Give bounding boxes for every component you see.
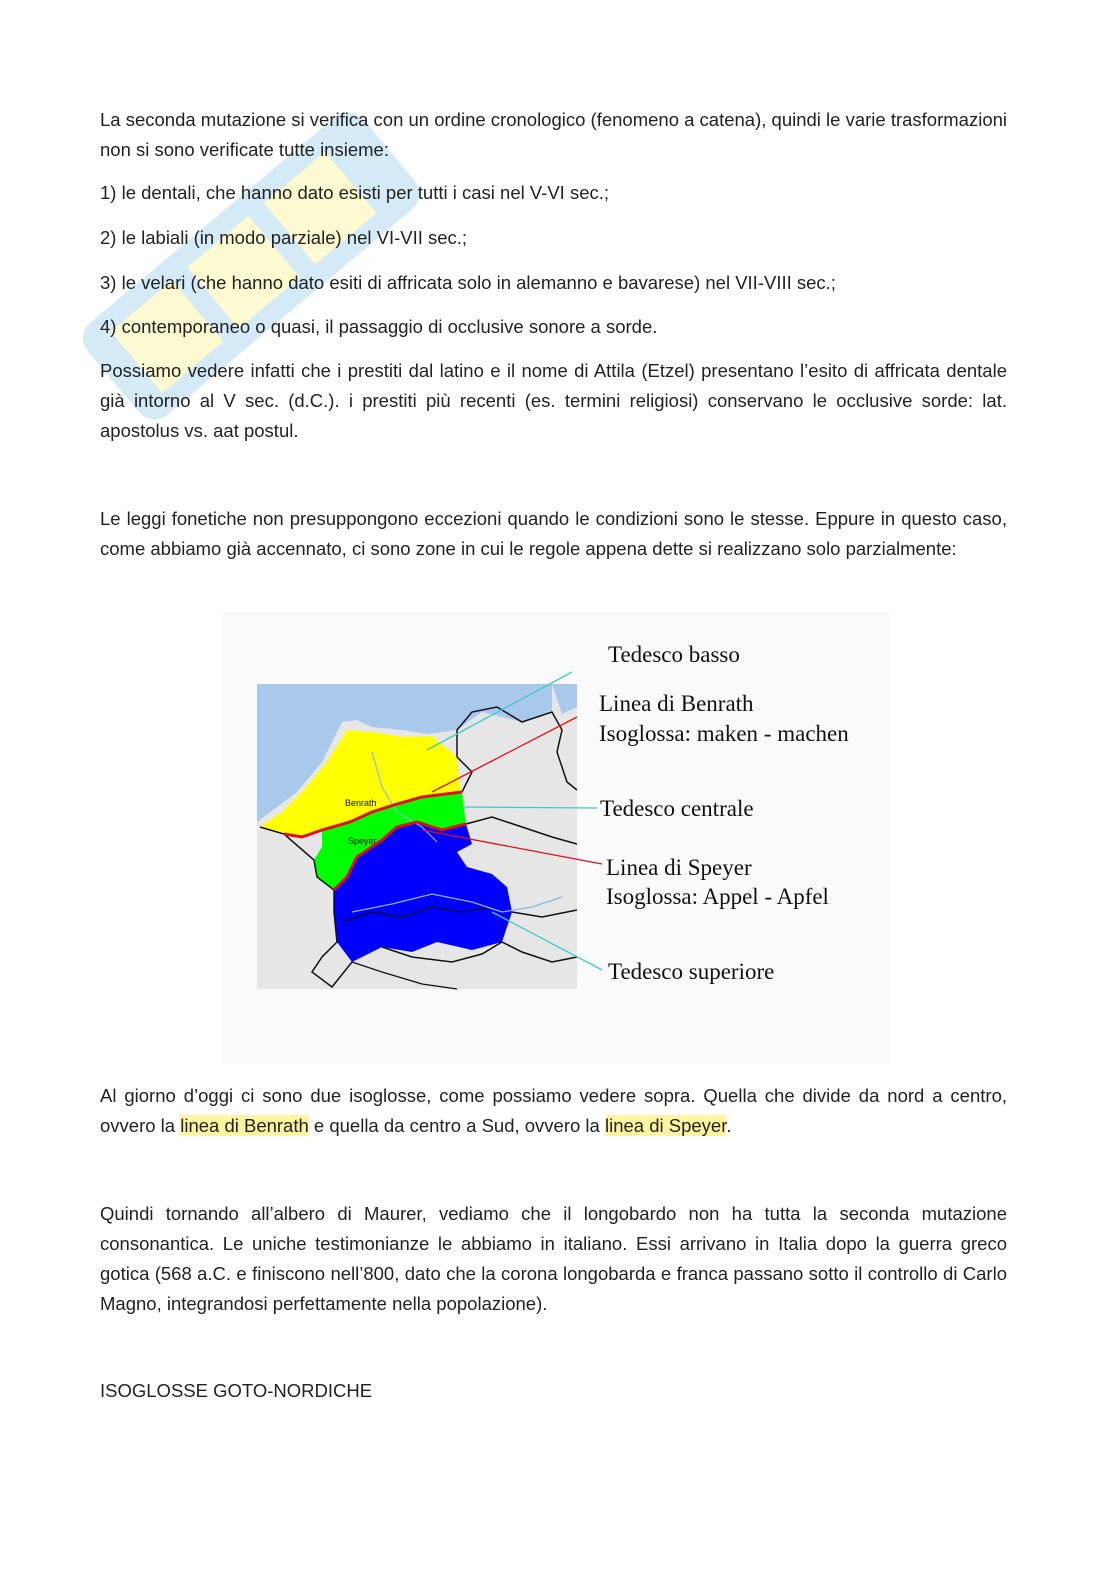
label-tedesco-basso: Tedesco basso <box>608 642 740 667</box>
paragraph-isoglosse <box>100 1081 1007 1141</box>
isogloss-map-figure <box>222 612 890 1064</box>
map-city-benrath: Benrath <box>345 798 377 808</box>
list-item-2: 2) le labiali (in modo parziale) nel VI-VII sec.; <box>100 227 468 248</box>
p4-text-c: e quella da centro a Sud, ovvero la <box>308 1115 605 1136</box>
isogloss-map <box>222 612 890 1064</box>
label-isoglossa-benrath: Isoglossa: maken - machen <box>599 721 849 746</box>
paragraph-maurer: Quindi tornando all’albero di Maurer, vediamo che il longobardo non ha tutta la seconda mutazione consonantica. Le uniche testimonianze le abbiamo in italiano. Essi arrivano in Italia dopo la guerra greco gotica (568 a.C. e finiscono nell’800, dato che la corona longobarda e franca passano sotto il controllo di Carlo Magno, integrandosi perfettamente nella popolazione). <box>100 1203 1007 1314</box>
highlight-speyer: linea di Speyer <box>604 1115 727 1136</box>
p4-text-a: Al giorno d’oggi ci sono due isoglosse, come possiamo vedere sopra. Quella che divide da nord a centro, ovvero la <box>100 1085 1007 1136</box>
label-isoglossa-speyer: Isoglossa: Appel - Apfel <box>606 884 829 909</box>
p4-text-e: . <box>726 1115 732 1136</box>
label-tedesco-centrale: Tedesco centrale <box>600 796 754 821</box>
label-linea-speyer: Linea di Speyer <box>606 855 752 880</box>
paragraph-prestiti: Possiamo vedere infatti che i prestiti dal latino e il nome di Attila (Etzel) presentano l’esito di affricata dentale già intorno al V sec. (d.C.). i prestiti più recenti (es. termini religiosi) conservano le occlusive sorde: lat. apostolus vs. aat postul. <box>100 360 1007 441</box>
highlight-benrath: linea di Benrath <box>180 1115 309 1136</box>
list-item-4: 4) contemporaneo o quasi, il passaggio di occlusive sonore a sorde. <box>100 316 658 337</box>
paragraph-intro: La seconda mutazione si verifica con un ordine cronologico (fenomeno a catena), quindi le varie trasformazioni non si sono verificate tutte insieme: <box>100 109 1008 160</box>
paragraph-leggi-fonetiche: Le leggi fonetiche non presuppongono eccezioni quando le condizioni sono le stesse. Eppure in questo caso, come abbiamo già accennato, ci sono zone in cui le regole appena dette si realizzano solo parzialmente: <box>100 508 1007 559</box>
label-linea-benrath: Linea di Benrath <box>599 691 754 716</box>
section-heading: ISOGLOSSE GOTO-NORDICHE <box>100 1380 373 1401</box>
map-city-speyer: Speyer <box>348 836 377 846</box>
label-tedesco-superiore: Tedesco superiore <box>608 959 775 984</box>
list-item-1: 1) le dentali, che hanno dato esisti per tutti i casi nel V-VI sec.; <box>100 182 610 203</box>
list-item-3: 3) le velari (che hanno dato esiti di affricata solo in alemanno e bavarese) nel VII-VIII sec.; <box>100 272 836 293</box>
